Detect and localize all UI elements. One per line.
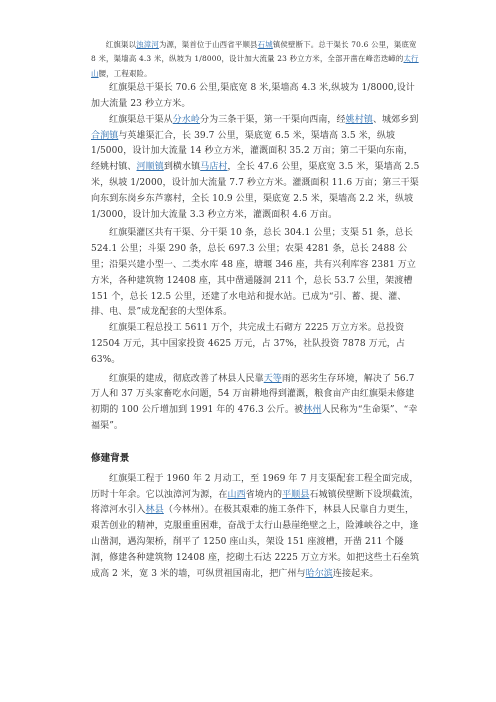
text-run: 省境内的 (245, 489, 283, 500)
link-yaocun-town[interactable]: 姚村镇 (345, 114, 373, 125)
impact-paragraph (91, 372, 421, 435)
text-run: 镇侯壁断下。总干渠长 70.6 公里，渠底宽 8 米，渠墙高 4.3 米，纵坡为 1/8000，设计加大流量 23 秒立方米，全部开凿在峰峦迭嶂的 (91, 40, 417, 64)
text-run: 红旗渠总干渠从 (109, 114, 173, 125)
link-madian-village[interactable]: 马店村 (200, 162, 228, 173)
article-body (91, 38, 421, 582)
link-harbin[interactable]: 哈尔滨 (305, 568, 333, 579)
text-run: 红旗渠以 (105, 40, 137, 49)
text-run: 雨的恶劣生存环境，解决了 56.7 万人和 37 万头家畜吃水问题，54 万亩耕地得到灌溉，粮食亩产由红旗渠未修建初期的 100 公斤增加到 1991 年的 476.3 公斤。被 (91, 373, 415, 416)
text-run: 红旗渠工程于 1960 年 2 月动工，至 1969 年 7 月支渠配套工程全面完成，历时十年余。它以浊漳河为源，在 (91, 473, 419, 500)
text-run: 、城郊乡到 (372, 114, 419, 125)
text-run: 为源，渠首位于山西省平顺县 (158, 40, 258, 49)
text-run: ，全长 47.6 公里，渠底宽 3.5 米，渠墙高 2.5 米，纵坡 1/2000，设计加大流量 7.7 秒立方米。灌溉面积 11.6 万亩；第三干渠向东到东岗乡东芦寨村，全长 10.9 公里，渠底宽 2.5 米，渠墙高 2.2 米，纵坡 1/3000，设计加大流量 3.3 秒立方米，灌溉面积 4.6 万亩。 (91, 162, 420, 220)
link-shanxi[interactable]: 山西 (227, 489, 246, 500)
link-heshun-town[interactable]: 河顺镇 (136, 162, 164, 173)
text-run: 到横水镇 (163, 162, 201, 173)
link-taihang-mountain[interactable]: 太行山 (91, 54, 419, 78)
text-run: 红旗渠总干渠长 70.6 公里,渠底宽 8 米,渠墙高 4.3 米,纵坡为 1/8000,设计加大流量 23 秒立方米。 (91, 83, 415, 110)
text-run: 人民称为“生命渠”、“幸福渠”。 (91, 405, 418, 431)
intro-paragraph (91, 38, 421, 81)
link-zhuozhang-river[interactable]: 浊漳河 (136, 40, 159, 49)
text-run: 红旗渠的建成，彻底改善了林县人民靠 (109, 373, 264, 384)
background-paragraph (91, 472, 421, 583)
text-run: 红旗渠工程总投工 5611 万个，共完成土石砌方 2225 万立方米。总投资 12504 万元，其中国家投资 4625 万元，占 37%，社队投资 7878 万元，占 63%。 (91, 323, 406, 365)
text-run: （今林州）。在极其艰难的施工条件下，林县人民靠自力更生，艰苦创业的精神，克服重重困难，奋战于太行山悬崖绝壁之上，险滩峡谷之中，逢山凿洞，遇沟架桥，削平了 1250 座山头，架设 151 座渡槽，开凿 211 个隧洞，修建各种建筑物 12408 座，挖砌土石达 2225 万立方米。如把这些土石垒筑成高 2 米，宽 3 米的墙，可纵贯祖国南北，把广州与 (91, 505, 420, 579)
link-pingshun-county[interactable]: 平顺县 (282, 489, 310, 500)
text-run: 分为三条干渠，第一干渠向西南，经 (200, 114, 346, 125)
investment-paragraph (91, 321, 421, 368)
link-linxian[interactable]: 林县 (145, 505, 164, 516)
text-run: 红旗渠灌区共有干渠、分干渠 10 条，总长 304.1 公里；支渠 51 条，总长 524.1 公里；斗渠 290 条，总长 697.3 公里；农渠 4281 条，总长 2488 公里；沿渠兴建小型一、二类水库 48 座，塘堰 346 座，共有兴利库容 2381 万立方米，各种建筑物 12408 座，其中凿通隧洞 211 个，总长 53.7 公里，架渡槽 151 个，总长 12.5 公里，还建了水电站和提水站。已成为“引、蓄、提、灌、排、电、景”成龙配套的大型体系。 (91, 228, 417, 318)
link-linzhou[interactable]: 林州 (303, 405, 322, 416)
section-heading: 修建背景 (91, 452, 130, 464)
trunk-canal-paragraph (91, 81, 421, 113)
text-run: 连接起来。 (332, 568, 379, 579)
link-hejian-town[interactable]: 合涧镇 (91, 130, 119, 141)
text-run: 与英雄渠汇合，长 39.7 公里，渠底宽 6.5 米，渠墙高 3.5 米，纵坡 1/5000，设计加大流量 14 秒立方米，灌溉面积 35.2 万亩；第二干渠向东南，经姚村镇、 (91, 130, 413, 173)
text-run: 腰，工程艰险。 (98, 68, 152, 78)
link-fenshuiling[interactable]: 分水岭 (172, 114, 201, 125)
link-tian-deng[interactable]: 天等 (263, 373, 282, 384)
link-shicheng[interactable]: 石城 (257, 40, 273, 49)
branch-canals-paragraph (91, 113, 421, 224)
irrigation-system-paragraph (91, 226, 421, 321)
text-run: 石城镇侯壁断下设坝截流，将漳河水引入 (91, 489, 419, 516)
